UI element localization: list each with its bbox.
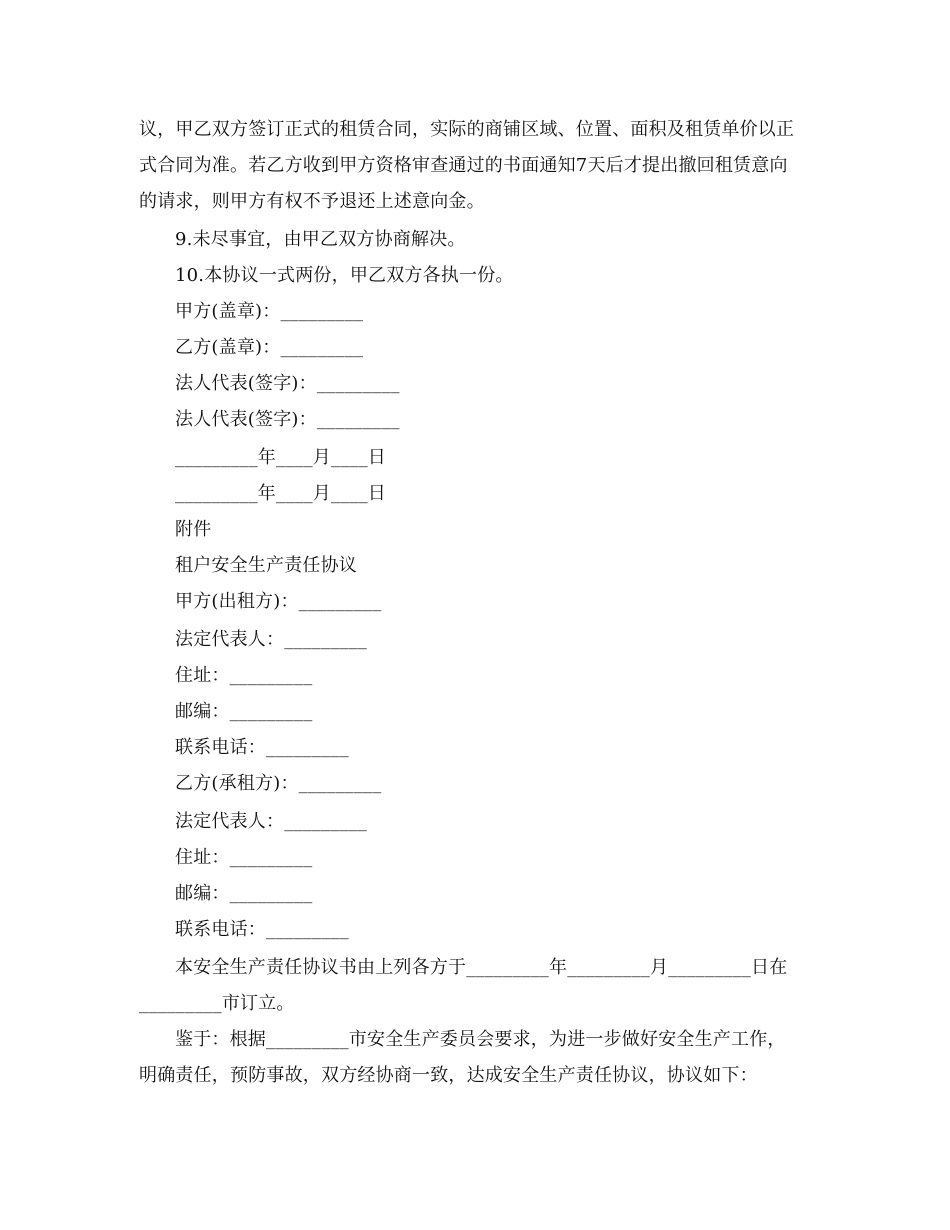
paragraph-line: 本安全生产责任协议书由上列各方于_________年_________月_________日在 — [175, 957, 788, 978]
attachment-heading: 附件 — [175, 519, 212, 540]
address-field: 住址：_________ — [175, 847, 313, 868]
paragraph-line: 明确责任，预防事故，双方经协商一致，达成安全生产责任协议，协议如下： — [139, 1065, 758, 1086]
paragraph-line: 式合同为准。若乙方收到甲方资格审查通过的书面通知7天后才提出撤回租赁意向 — [139, 155, 788, 176]
phone-field: 联系电话：_________ — [175, 737, 349, 758]
date-field: _________年____月____日 — [175, 447, 386, 468]
paragraph-line: 鉴于：根据_________市安全生产委员会要求，为进一步做好安全生产工作， — [175, 1029, 786, 1050]
legal-rep-signature-field: 法人代表(签字)：_________ — [175, 373, 400, 394]
date-field: _________年____月____日 — [175, 483, 386, 504]
legal-representative-field: 法定代表人：_________ — [175, 629, 367, 650]
clause-9: 9.未尽事宜，由甲乙双方协商解决。 — [175, 229, 466, 250]
paragraph-line: 的请求，则甲方有权不予退还上述意向金。 — [139, 191, 485, 212]
legal-rep-signature-field: 法人代表(签字)：_________ — [175, 409, 400, 430]
phone-field: 联系电话：_________ — [175, 919, 349, 940]
postcode-field: 邮编：_________ — [175, 701, 313, 722]
agreement-title: 租户安全生产责任协议 — [175, 555, 357, 576]
clause-10: 10.本协议一式两份，甲乙双方各执一份。 — [175, 265, 514, 286]
party-b-seal-field: 乙方(盖章)：_________ — [175, 337, 364, 358]
legal-representative-field: 法定代表人：_________ — [175, 811, 367, 832]
paragraph-line: _________市订立。 — [139, 993, 295, 1014]
paragraph-line: 议，甲乙双方签订正式的租赁合同，实际的商铺区域、位置、面积及租赁单价以正 — [139, 119, 795, 140]
party-a-seal-field: 甲方(盖章)：_________ — [175, 301, 364, 322]
postcode-field: 邮编：_________ — [175, 883, 313, 904]
lessee-field: 乙方(承租方)：_________ — [175, 773, 382, 794]
address-field: 住址：_________ — [175, 665, 313, 686]
lessor-field: 甲方(出租方)：_________ — [175, 591, 382, 612]
